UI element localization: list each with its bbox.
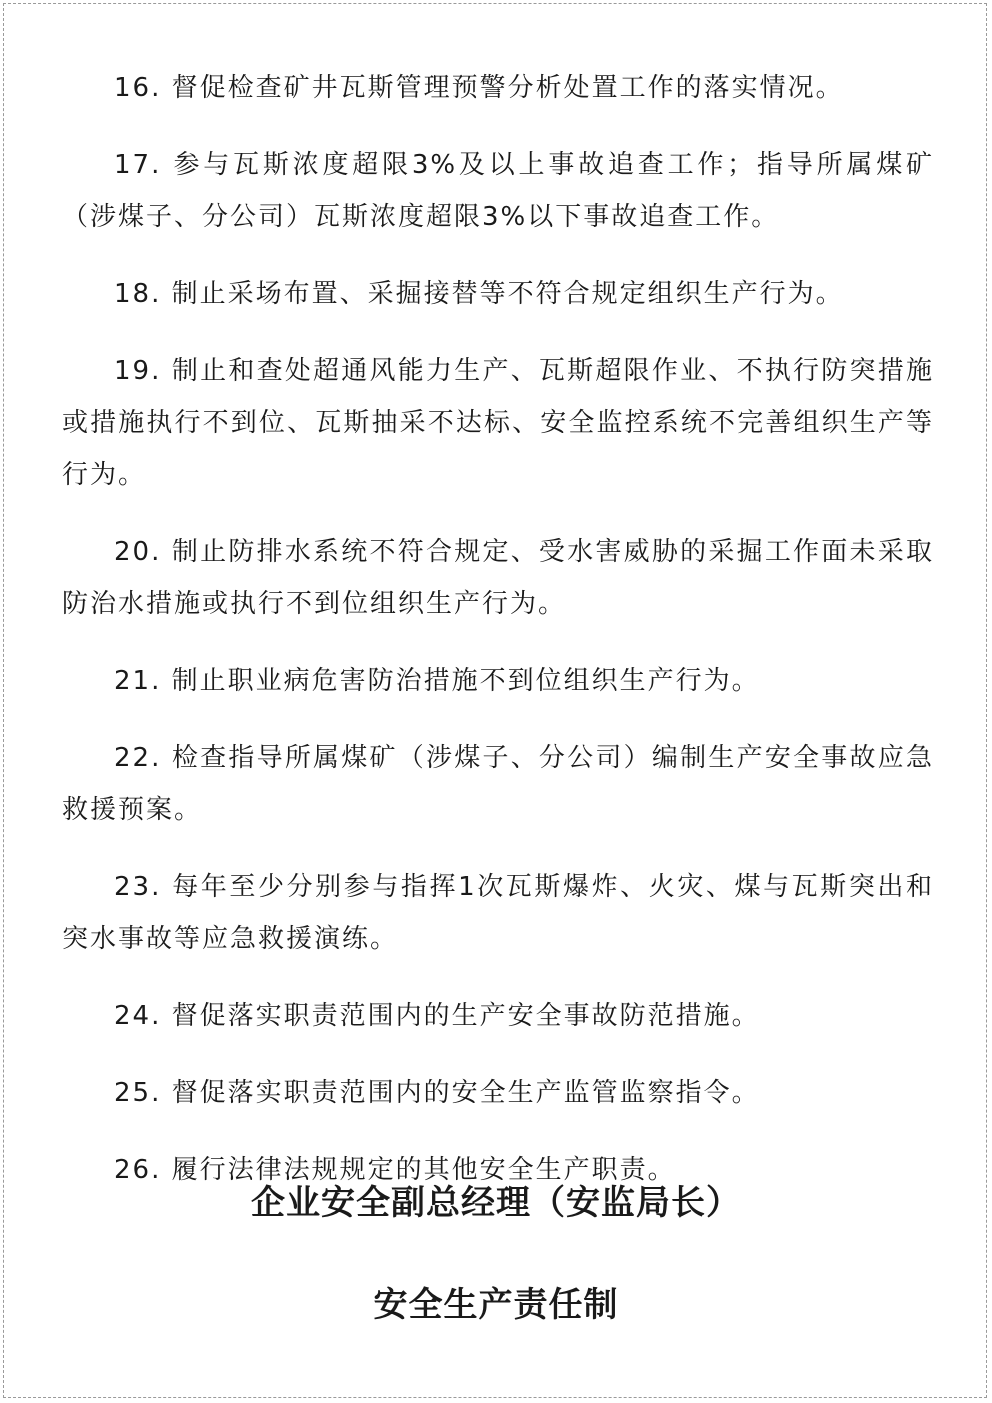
item-text: 制止采场布置、采掘接替等不符合规定组织生产行为。 — [171, 279, 844, 309]
item-number: 25. — [114, 1078, 162, 1108]
item-text: 制止职业病危害防治措施不到位组织生产行为。 — [171, 666, 760, 696]
item-number: 17. — [114, 150, 162, 180]
section-heading — [0, 1170, 992, 1338]
duty-item-23 — [62, 861, 934, 965]
section-subtitle: 安全生产责任制 — [373, 1285, 619, 1325]
duty-item-19 — [62, 345, 934, 501]
item-number: 26. — [114, 1155, 162, 1185]
item-text: 督促落实职责范围内的生产安全事故防范措施。 — [171, 1001, 760, 1031]
item-text: 督促检查矿井瓦斯管理预警分析处置工作的落实情况。 — [171, 73, 844, 103]
item-number: 24. — [114, 1001, 162, 1031]
duty-item-16 — [62, 62, 934, 114]
item-text: 履行法律法规规定的其他安全生产职责。 — [171, 1155, 676, 1185]
item-text: 制止防排水系统不符合规定、受水害威胁的采掘工作面未采取防治水措施或执行不到位组织生产行为。 — [62, 537, 934, 619]
item-number: 20. — [114, 537, 162, 567]
item-text: 每年至少分别参与指挥1次瓦斯爆炸、火灾、煤与瓦斯突出和突水事故等应急救援演练。 — [62, 872, 935, 954]
duty-list — [62, 62, 934, 1221]
duty-item-17 — [62, 139, 934, 243]
item-text: 制止和查处超通风能力生产、瓦斯超限作业、不执行防突措施或措施执行不到位、瓦斯抽采不达标、安全监控系统不完善组织生产等行为。 — [62, 356, 934, 490]
duty-item-22 — [62, 732, 934, 836]
section-title: 企业安全副总经理（安监局长） — [251, 1183, 741, 1223]
duty-item-20 — [62, 526, 934, 630]
item-text: 督促落实职责范围内的安全生产监管监察指令。 — [171, 1078, 760, 1108]
item-number: 23. — [114, 872, 162, 902]
item-number: 18. — [114, 279, 162, 309]
duty-item-21 — [62, 655, 934, 707]
item-number: 22. — [114, 743, 162, 773]
duty-item-24 — [62, 990, 934, 1042]
item-text: 参与瓦斯浓度超限3%及以上事故追查工作；指导所属煤矿（涉煤子、分公司）瓦斯浓度超限3%以下事故追查工作。 — [62, 150, 935, 232]
item-number: 19. — [114, 356, 162, 386]
duty-item-18 — [62, 268, 934, 320]
item-text: 检查指导所属煤矿（涉煤子、分公司）编制生产安全事故应急救援预案。 — [62, 743, 934, 825]
item-number: 21. — [114, 666, 162, 696]
item-number: 16. — [114, 73, 162, 103]
duty-item-25 — [62, 1067, 934, 1119]
